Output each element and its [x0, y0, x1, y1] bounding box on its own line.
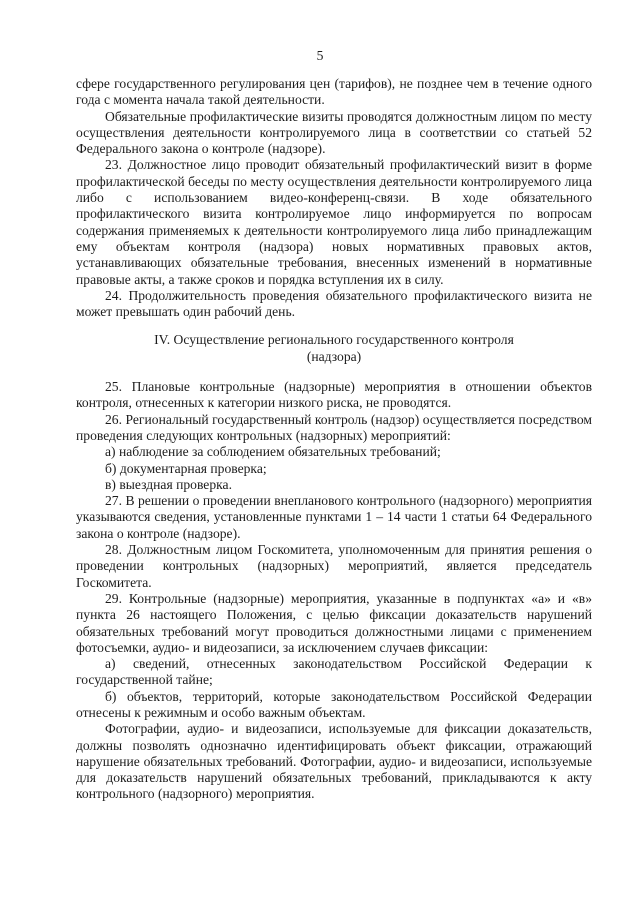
- paragraph-29: 29. Контрольные (надзорные) мероприятия, указанные в подпунктах «а» и «в» пункта 26 настоящего Положения, с целью фиксации доказательств нарушений обязательных требований могут проводиться должностными лицами с применением фотосъемки, аудио- и видеозаписи, за исключением случаев фиксации:: [76, 590, 592, 655]
- section-title-line2: (надзора): [306, 348, 362, 364]
- paragraph-26: 26. Региональный государственный контроль (надзор) осуществляется посредством проведения следующих контрольных (надзорных) мероприятий:: [76, 411, 592, 443]
- section-heading: [76, 332, 592, 365]
- page-number: 5: [316, 48, 324, 63]
- paragraph-visits: Обязательные профилактические визиты проводятся должностным лицом по месту осуществления деятельности контролируемого лица в соответствии со статьей 52 Федерального закона о контроле (надзоре).: [76, 108, 592, 157]
- paragraph-continuation: сфере государственного регулирования цен (тарифов), не позднее чем в течение одного года с момента начала такой деятельности.: [76, 76, 592, 108]
- exception-item-b: б) объектов, территорий, которые законодательством Российской Федерации отнесены к режимным и особо важным объектам.: [76, 688, 592, 720]
- paragraph-25: 25. Плановые контрольные (надзорные) мероприятия в отношении объектов контроля, отнесенных к категории низкого риска, не проводятся.: [76, 379, 592, 411]
- paragraph-27: 27. В решении о проведении внепланового контрольного (надзорного) мероприятия указываются сведения, установленные пунктами 1 – 14 части 1 статьи 64 Федерального закона о контроле (надзоре).: [76, 493, 592, 541]
- document-body: [76, 76, 592, 803]
- exception-item-a: а) сведений, отнесенных законодательством Российской Федерации к государственной тайне;: [76, 656, 592, 688]
- paragraph-23: 23. Должностное лицо проводит обязательный профилактический визит в форме профилактической беседы по месту осуществления деятельности контролируемого лица либо с использованием видео-конференц-связи. В ходе обязательного профилактического визита контролируемое лицо информируется по вопросам содержания применяемых к деятельности контролируемого лица либо принадлежащим ему объектам контроля (надзора) новых нормативных правовых актов, устанавливающих обязательные требования, внесенных изменений в нормативные правовые акты, а также сроков и порядка вступления их в силу.: [76, 157, 592, 287]
- list-item-a: а) наблюдение за соблюдением обязательных требований;: [105, 444, 441, 460]
- section-title-line1: IV. Осуществление регионального государственного контроля: [154, 332, 514, 348]
- paragraph-28: 28. Должностным лицом Госкомитета, уполномоченным для принятия решения о проведении контрольных (надзорных) мероприятий, является председатель Госкомитета.: [76, 542, 592, 590]
- list-item-v: в) выездная проверка.: [105, 476, 232, 492]
- paragraph-24: 24. Продолжительность проведения обязательного профилактического визита не может превышать один рабочий день.: [76, 287, 592, 320]
- paragraph-photo-evidence: Фотографии, аудио- и видеозаписи, используемые для фиксации доказательств, должны позволять однозначно идентифицировать объект фиксации, отражающий нарушение обязательных требований. Фотографии, аудио- и видеозаписи, используемые для доказательств нарушений обязательных требований, прикладываются к акту контрольного (надзорного) мероприятия.: [76, 721, 592, 802]
- list-item-b: б) документарная проверка;: [105, 460, 267, 476]
